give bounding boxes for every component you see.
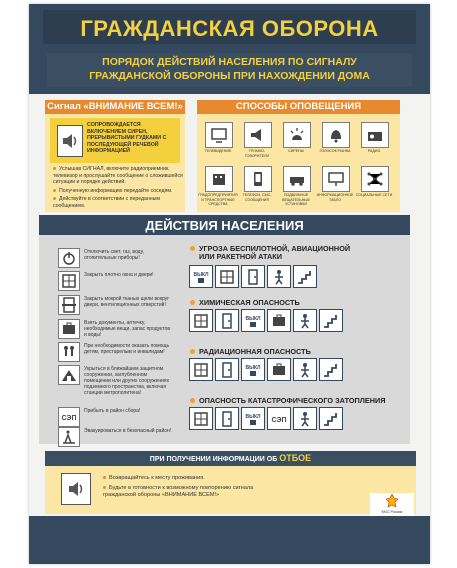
title-box [43,10,416,44]
action-text: Взять документы, аптечку, необходимые вещи, запас продуктов и воды! [84,320,171,338]
method-label: ГОЛОСОК РЫНКА [319,149,351,153]
seal-icon [58,295,80,315]
door-icon [215,407,239,430]
action-text: Отключить свет, газ, воду, отопительные приборы! [84,249,144,261]
hazard-title: ОПАСНОСТЬ КАТАСТРОФИЧЕСКОГО ЗАТОПЛЕНИЯ [190,397,386,405]
mchs-logo-icon [384,493,400,509]
svg-text:ВЫКЛ: ВЫКЛ [245,413,261,420]
stairs-icon [319,407,343,430]
sep-icon [58,407,80,427]
stairs-icon [319,309,343,332]
signal-bullet-text: Действуйте в соответствии с переданным сообщением. [53,196,160,209]
svg-text:СЭП: СЭП [61,415,77,422]
svg-text:ВЫКЛ: ВЫКЛ [245,364,261,371]
phone-icon [244,166,272,192]
methods-panel [197,100,400,212]
method-label: ИНФОРМАЦИОННОЕ ТАБЛО [316,193,354,202]
speaker-icon [61,473,91,505]
documents-icon [267,309,291,332]
hazard-title: УГРОЗА БЕСПИЛОТНОЙ, АВИАЦИОННОЙ ИЛИ РАКЕТНОЙ АТАКИ [190,245,350,261]
otboy-header [45,451,416,466]
hazard-title: ХИМИЧЕСКАЯ ОПАСНОСТЬ [190,299,300,307]
person-icon [267,265,291,288]
actions-header: ДЕЙСТВИЯ НАСЕЛЕНИЯ [39,215,410,235]
signal-panel [45,100,185,212]
svg-text:СЭП: СЭП [271,416,287,424]
page-title: ГРАЖДАНСКАЯ ОБОРОНА [80,16,379,41]
otboy-header-prefix: ПРИ ПОЛУЧЕНИИ ИНФОРМАЦИИ ОБ [149,456,278,463]
method-label: ТЕЛЕФОН, СМС-СООБЩЕНИЯ [242,193,272,202]
method-label: РАДИО [367,149,381,153]
bell-icon [322,122,350,148]
documents-icon [58,319,80,339]
power-off-icon [58,248,80,268]
sep-icon [267,407,291,430]
subtitle-line-2: ГРАЖДАНСКОЙ ОБОРОНЫ ПРИ НАХОЖДЕНИИ ДОМА [89,70,370,82]
stairs-icon [319,358,343,381]
off-icon [241,309,265,332]
door-icon [241,265,265,288]
person-icon [293,309,317,332]
signal-header: Сигнал «ВНИМАНИЕ ВСЕМ!» [45,100,185,114]
svg-text:ВЫКЛ: ВЫКЛ [193,271,209,278]
method-label: ГРОМКО-ГОВОРИТЕЛИ [244,149,270,158]
subtitle-line-1: ПОРЯДОК ДЕЙСТВИЙ НАСЕЛЕНИЯ ПО СИГНАЛУ [102,56,357,68]
signal-bullet [53,188,183,195]
signal-bullet [53,196,183,209]
signal-description-box [50,118,180,163]
otboy-bullet [103,485,273,499]
door-icon [215,309,239,332]
signal-bullet [53,166,183,186]
svg-text:ВЫКЛ: ВЫКЛ [245,315,261,322]
header [29,4,430,94]
action-text: Закрыть плотно окна и двери! [84,272,154,278]
otboy-bullet-text: Будьте в готовности к возможному повторению сигнала гражданской обороны «ВНИМАНИЕ ВСЕМ!» [103,485,254,498]
speaker-icon [57,125,83,157]
method-label: ТЕЛЕВИДЕНИЕ [204,149,232,153]
car-icon [283,166,311,192]
off-icon [241,358,265,381]
action-text: При необходимости оказать помощь детям, престарелым и инвалидам! [84,343,170,355]
window-icon [58,271,80,291]
board-icon [322,166,350,192]
person-icon [293,358,317,381]
footer [29,516,430,564]
signal-description: СОПРОВОЖДАЕТСЯ ВКЛЮЧЕНИЕМ СИРЕН, ПРЕРЫВИСТЫМИ ГУДКАМИ С ПОСЛЕДУЮЩЕЙ РЕЧЕВОЙ ИНФОРМАЦИЕЙ [87,122,167,154]
stairs-icon [293,265,317,288]
methods-header: СПОСОБЫ ОПОВЕЩЕНИЯ [197,100,400,114]
otboy-panel [45,451,416,514]
otboy-header-word: ОТБОЕ [279,453,312,463]
otboy-bullet [103,475,273,482]
actions-section [39,215,410,444]
radio-icon [361,122,389,148]
action-text: Укрыться в ближайшем защитном сооружении, заглубленном помещении или других сооружениях подземного пространства, включая станции метрополитена! [84,366,170,396]
method-label: ГРАДОПРЕДПРИЯТИЯ И ТРАНСПОРТНЫЕ СРЕДСТВА [198,193,238,206]
window-icon [215,265,239,288]
tv-icon [205,122,233,148]
method-label: СИРЕНЫ [288,149,304,153]
action-text: Прибыть в район сбора! [84,408,141,414]
otboy-bullet-text: Возвращайтесь к месту проживания. [109,475,205,481]
window-icon [189,309,213,332]
loudspeaker-icon [244,122,272,148]
poster [29,4,430,564]
network-icon [361,166,389,192]
window-icon [189,407,213,430]
action-text: Эвакуироваться в безопасный район! [84,428,172,434]
hazard-title: РАДИАЦИОННАЯ ОПАСНОСТЬ [190,348,311,356]
door-icon [215,358,239,381]
person-icon [293,407,317,430]
signal-bullet-text: Услышав СИГНАЛ, включите радиоприемник, телевизор и прослушайте сообщение о сложившейся ситуации и порядке действий. [53,166,183,185]
action-text: Закрыть мокрой тканью щели вокруг двери, вентиляционных отверстий! [84,296,170,308]
window-icon [189,358,213,381]
building-icon [205,166,233,192]
documents-icon [267,358,291,381]
off-icon [241,407,265,430]
signal-bullet-text: Полученную информацию передайте соседям. [59,188,173,194]
method-label: СОЦИАЛЬНЫЕ СЕТИ [355,193,393,197]
off-icon [189,265,213,288]
shelter-icon [58,365,80,385]
siren-icon [283,122,311,148]
help-icon [58,342,80,362]
logo-text: МЧС России [381,510,403,514]
subtitle [47,53,412,87]
evacuate-icon [58,427,80,447]
method-label: ПОДВИЖНЫЕ ВЕЩАТЕЛЬНЫЕ УСТАНОВКИ [282,193,310,206]
